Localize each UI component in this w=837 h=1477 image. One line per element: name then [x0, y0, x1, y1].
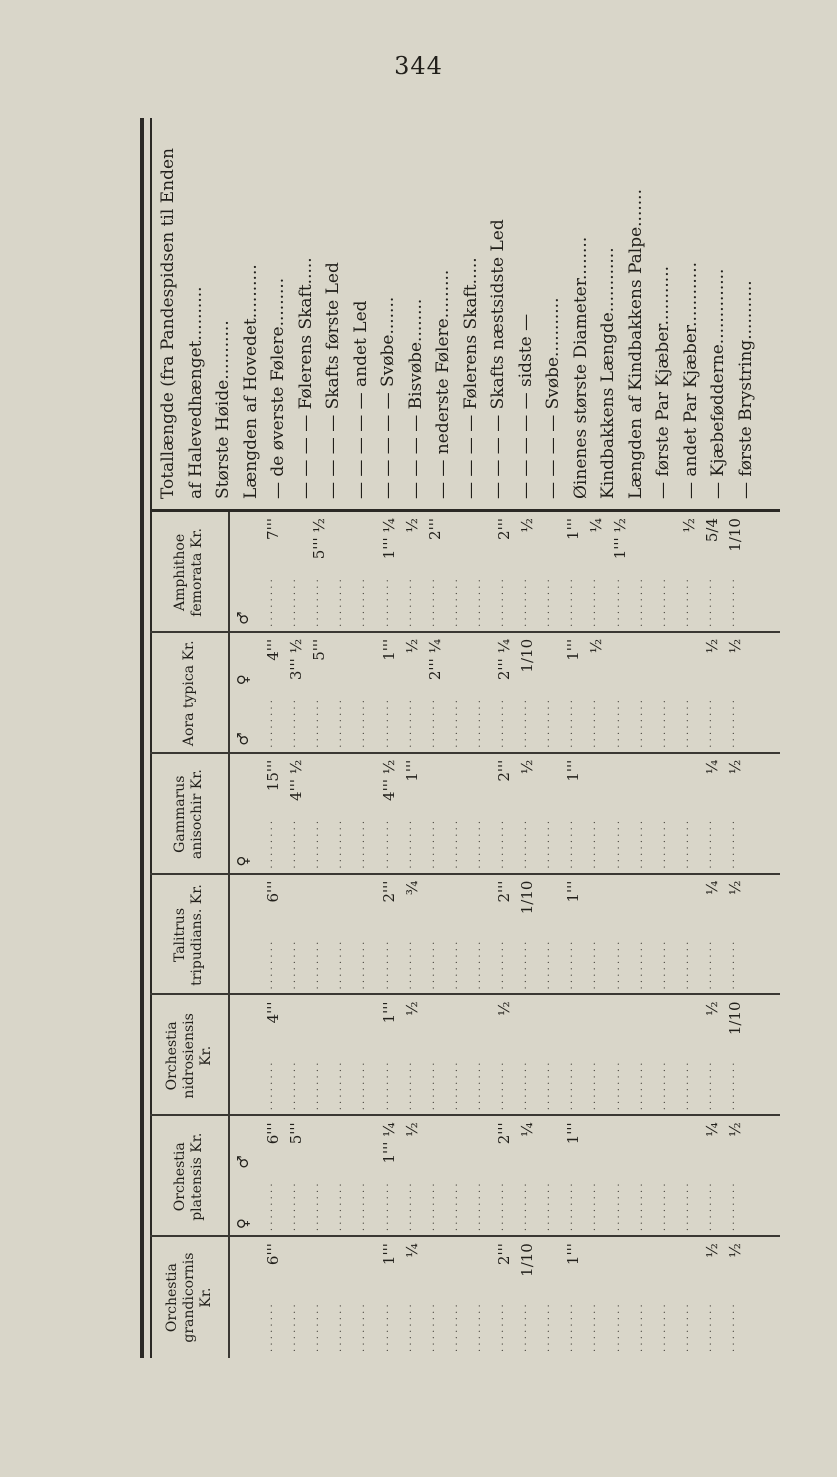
species-name: Talitrus tripudians. Kr.: [150, 875, 230, 996]
measurement-value: . . . 1''': [380, 1237, 398, 1358]
measurement-value: . . . 5''': [310, 633, 328, 754]
sex-symbols: [234, 995, 262, 1116]
sex-symbol: ♂: [234, 1155, 252, 1169]
value-list: [264, 512, 780, 633]
value-list: [264, 633, 780, 754]
page-number: 344: [394, 52, 443, 80]
row-label: — Kjæbefødderne..............: [708, 268, 728, 499]
measurement-value: . . . 15''': [264, 754, 282, 875]
species-name: Gammarus anisochir Kr.: [150, 754, 230, 875]
row-label: — de øverste Følere.........: [268, 277, 288, 499]
measurement-value: . . . 1/10: [726, 512, 744, 633]
measurement-value: . . . 1''' ¼: [380, 1116, 398, 1237]
measurement-value: . . . 1''': [403, 754, 421, 875]
measurement-value: . . . ½: [495, 995, 513, 1116]
measurement-value: . . . ¼: [587, 512, 605, 633]
measurement-value: . . . 1/10: [518, 633, 536, 754]
measurement-value: . . . ½: [726, 633, 744, 754]
species-column: [150, 1114, 780, 1237]
sex-symbols: [234, 1116, 262, 1237]
row-label: — første Brystring...........: [735, 280, 756, 499]
sex-symbol: ♀: [234, 1218, 252, 1230]
species-name: Orchestia platensis Kr.: [150, 1116, 230, 1237]
row-label: af Halevedhænget..........: [185, 286, 206, 499]
row-label: — første Par Kjæber...........: [653, 265, 673, 499]
row-label: — — — — Skafts næstsidste Led: [488, 219, 508, 499]
measurement-value: . . . 4''' ½: [287, 754, 305, 875]
sex-symbol: ♂: [234, 611, 252, 625]
measurement-value: . . . 2''': [495, 1237, 513, 1358]
row-label: Længden af Kindbakkens Palpe.......: [625, 189, 646, 499]
measurement-value: . . . 1''': [564, 512, 582, 633]
measurement-value: . . . ½: [726, 1116, 744, 1237]
species-name: Orchestia grandicornis Kr.: [150, 1237, 230, 1358]
row-label: Øinenes største Diameter........: [570, 236, 591, 499]
measurement-value: . . . 5/4: [703, 512, 721, 633]
row-label: Kindbakkens Længde............: [598, 247, 618, 499]
measurement-value: . . . ½: [703, 1237, 721, 1358]
sex-symbols: [234, 633, 262, 754]
sex-symbol: ♂: [234, 732, 252, 746]
measurement-value: . . . ¾: [403, 875, 421, 996]
measurement-value: . . . 1''': [380, 633, 398, 754]
measurement-value: . . . ½: [703, 633, 721, 754]
measurement-value: . . . 2''': [495, 512, 513, 633]
sex-symbol: ♀: [234, 674, 252, 686]
sex-symbols: [234, 1237, 262, 1358]
measurement-value: . . . ½: [680, 512, 698, 633]
measurement-value: . . . ½: [403, 633, 421, 754]
row-label: — — — — — sidste —: [515, 313, 536, 499]
species-column: [150, 993, 780, 1116]
row-label: — andet Par Kjæber............: [680, 261, 701, 499]
sex-symbols: [234, 875, 262, 996]
measurement-value: . . . ¼: [518, 1116, 536, 1237]
row-label: — — — — Følerens Skaft.....: [460, 257, 481, 499]
measurement-value: . . . 2''': [495, 875, 513, 996]
measurement-value: . . . 2''': [380, 875, 398, 996]
sex-symbols: [234, 512, 262, 633]
row-label: — — — — — Svøbe.......: [378, 296, 398, 499]
measurement-value: . . . 1''': [564, 754, 582, 875]
measurement-value: . . . 6''': [264, 875, 282, 996]
species-name: Aora typica Kr.: [150, 633, 230, 754]
measurement-value: . . . 1''': [380, 995, 398, 1116]
species-name: Orchestia nidrosiensis Kr.: [150, 995, 230, 1116]
measurement-value: . . . 1''' ½: [611, 512, 629, 633]
row-label: — — — — Skafts første Led: [323, 262, 343, 499]
measurement-value: . . . 1''': [564, 1237, 582, 1358]
species-name: Amphithoe femorata Kr.: [150, 512, 230, 633]
measurement-value: . . . ½: [403, 512, 421, 633]
measurement-value: . . . 2''' ¼: [426, 633, 444, 754]
measurement-value: . . . ½: [403, 995, 421, 1116]
measurement-value: . . . 3''' ½: [287, 633, 305, 754]
sex-symbols: [234, 754, 262, 875]
row-label: Største Høide...........: [213, 320, 233, 499]
measurement-value: . . . 5''': [287, 1116, 305, 1237]
measurement-value: . . . ½: [518, 512, 536, 633]
measurement-value: . . . ½: [403, 1116, 421, 1237]
measurement-table: [150, 118, 780, 1358]
row-label: — — — — Følerens Skaft.....: [295, 257, 316, 499]
value-list: [264, 1116, 780, 1237]
value-list: [264, 754, 780, 875]
row-label: — — — — Svøbe...........: [543, 297, 563, 499]
row-label: Totallængde (fra Pandespidsen til Enden: [158, 148, 178, 499]
species-column: [150, 631, 780, 754]
row-label: Længden af Hovedet..........: [240, 264, 261, 499]
measurement-value: . . . ½: [587, 633, 605, 754]
measurement-value: . . . ½: [518, 754, 536, 875]
row-label: — — nederste Følere.........: [433, 269, 453, 499]
measurement-value: . . . ¼: [703, 754, 721, 875]
row-label: — — — — — andet Led: [350, 300, 371, 499]
measurement-value: . . . 1''': [564, 875, 582, 996]
measurement-value: . . . 2''': [495, 1116, 513, 1237]
measurement-value: . . . 4''': [264, 633, 282, 754]
measurement-value: . . . 1/10: [518, 875, 536, 996]
measurement-value: . . . 4''' ½: [380, 754, 398, 875]
measurement-value: . . . 1/10: [726, 995, 744, 1116]
measurement-value: . . . 5''' ½: [310, 512, 328, 633]
sex-symbol: ♀: [234, 855, 252, 867]
value-list: [264, 875, 780, 996]
measurement-value: . . . 2''': [495, 754, 513, 875]
species-column: [150, 1235, 780, 1358]
measurement-value: . . . ½: [726, 754, 744, 875]
species-column: [150, 873, 780, 996]
measurement-value: . . . 2''' ¼: [495, 633, 513, 754]
measurement-value: . . . 1/10: [518, 1237, 536, 1358]
measurement-value: . . . ½: [726, 875, 744, 996]
measurement-value: . . . 1''': [564, 1116, 582, 1237]
measurement-value: . . . ½: [726, 1237, 744, 1358]
measurement-value: . . . 6''': [264, 1237, 282, 1358]
measurement-value: . . . ¼: [403, 1237, 421, 1358]
measurement-value: . . . 6''': [264, 1116, 282, 1237]
row-label: — — — — Bisvøbe........: [405, 298, 426, 499]
measurement-value: . . . 2''': [426, 512, 444, 633]
value-list: [264, 995, 780, 1116]
measurement-value: . . . ¼: [703, 875, 721, 996]
species-column: [150, 752, 780, 875]
measurement-value: . . . ¼: [703, 1116, 721, 1237]
measurement-value: . . . ½: [703, 995, 721, 1116]
measurement-value: . . . 1''' ¼: [380, 512, 398, 633]
measurement-value: . . . 4''': [264, 995, 282, 1116]
measurement-value: . . . 7''': [264, 512, 282, 633]
measurement-value: . . . 1''': [564, 633, 582, 754]
row-label-column: [150, 115, 780, 512]
value-list: [264, 1237, 780, 1358]
species-column: [150, 510, 780, 633]
